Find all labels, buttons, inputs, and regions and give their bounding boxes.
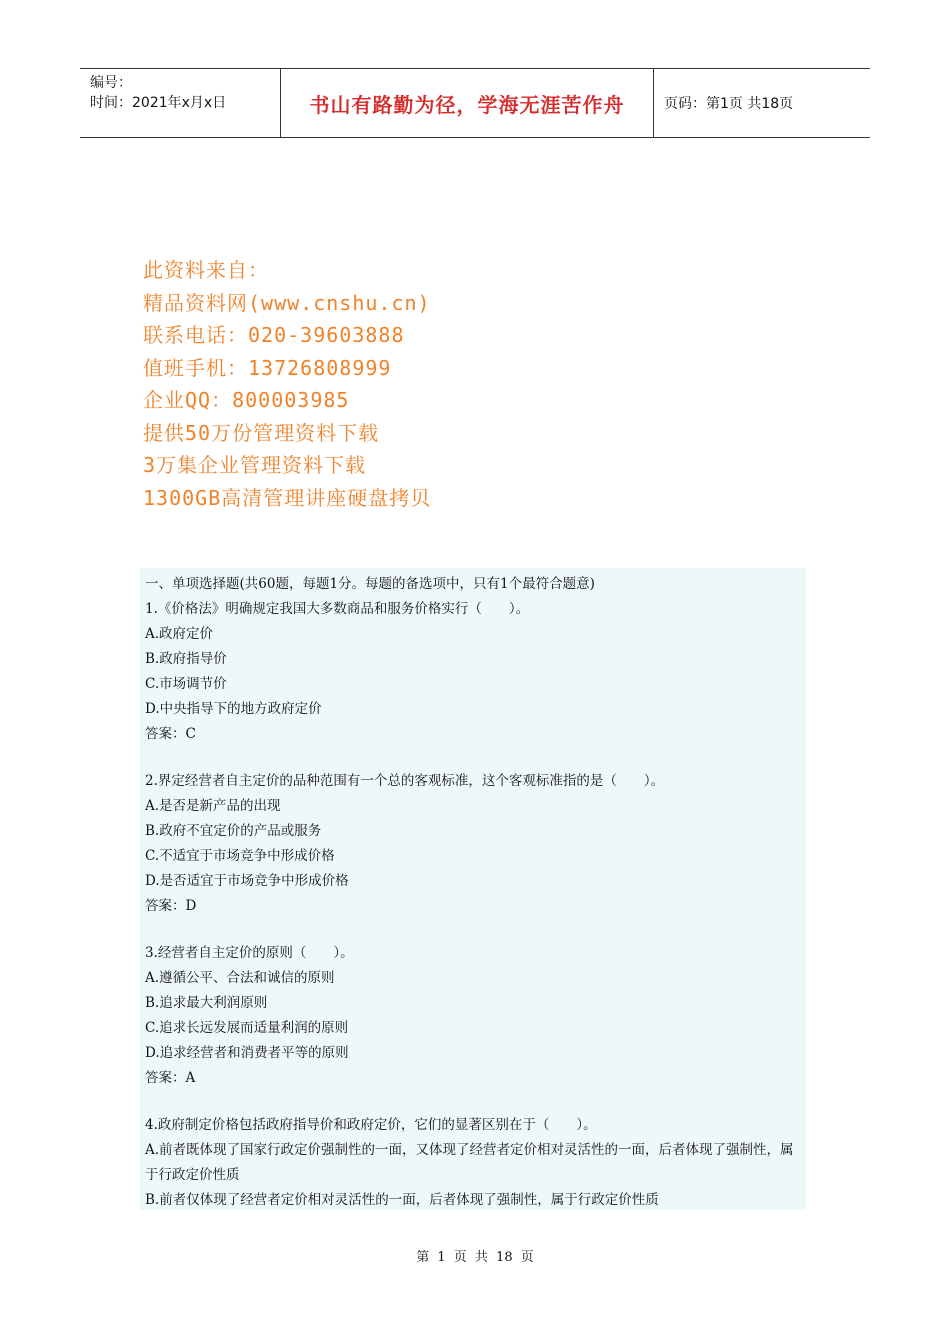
spacer <box>145 919 806 941</box>
page-header <box>80 68 870 138</box>
question-stem: 3.经营者自主定价的原则（ ）。 <box>145 945 354 961</box>
question-option: A.前者既体现了国家行政定价强制性的一面，又体现了经营者定价相对灵活性的一面，后者体现了强制性，属于行政定价性质 <box>145 1142 794 1183</box>
header-motto-cell <box>281 69 654 137</box>
question-content <box>140 568 806 1210</box>
page-info: 页码：第1页 共18页 <box>664 96 794 112</box>
question-option: D.中央指导下的地方政府定价 <box>145 701 322 717</box>
question-option: D.追求经营者和消费者平等的原则 <box>145 1045 349 1061</box>
promo-line: 值班手机：13726808999 <box>143 355 392 380</box>
question-stem: 1.《价格法》明确规定我国大多数商品和服务价格实行（ ）。 <box>145 601 530 617</box>
question-option: C.市场调节价 <box>145 676 227 692</box>
header-left-cell <box>80 69 281 137</box>
question-option: B.政府不宜定价的产品或服务 <box>145 823 322 839</box>
question-option: C.追求长远发展而适量利润的原则 <box>145 1020 349 1036</box>
promo-line: 联系电话：020-39603888 <box>143 323 405 347</box>
question-answer: 答案：C <box>145 726 196 742</box>
number-label: 编号： <box>90 75 132 91</box>
promo-line: 精品资料网(www.cnshu.cn) <box>143 290 431 315</box>
spacer <box>145 747 806 769</box>
question-stem: 2.界定经营者自主定价的品种范围有一个总的客观标准，这个客观标准指的是（ ）。 <box>145 773 665 789</box>
question-option: B.政府指导价 <box>145 651 227 667</box>
time-label: 时间：2021年x月x日 <box>90 95 227 111</box>
promo-block <box>143 254 431 514</box>
promo-line: 企业QQ：800003985 <box>143 388 350 412</box>
question-option: B.追求最大利润原则 <box>145 995 268 1011</box>
promo-line: 3万集企业管理资料下载 <box>143 453 367 477</box>
question-answer: 答案：A <box>145 1070 196 1086</box>
question-option: B.前者仅体现了经营者定价相对灵活性的一面，后者体现了强制性，属于行政定价性质 <box>145 1192 659 1208</box>
page-footer: 第 1 页 共 18 页 <box>416 1250 534 1265</box>
question-option: D.是否适宜于市场竞争中形成价格 <box>145 873 349 889</box>
question-option: A.政府定价 <box>145 626 214 642</box>
question-stem: 4.政府制定价格包括政府指导价和政府定价，它们的显著区别在于（ ）。 <box>145 1117 597 1133</box>
promo-line: 1300GB高清管理讲座硬盘拷贝 <box>143 485 432 510</box>
question-option: A.遵循公平、合法和诚信的原则 <box>145 970 335 986</box>
section-title: 一、单项选择题(共60题，每题1分。每题的备选项中，只有1个最符合题意) <box>145 576 595 592</box>
question-option: A.是否是新产品的出现 <box>145 798 281 814</box>
promo-line: 提供50万份管理资料下载 <box>143 420 380 445</box>
spacer <box>145 1091 806 1113</box>
question-answer: 答案：D <box>145 898 197 914</box>
question-option: C.不适宜于市场竞争中形成价格 <box>145 848 335 864</box>
motto: 书山有路勤为径，学海无涯苦作舟 <box>309 92 625 117</box>
promo-line: 此资料来自： <box>143 258 269 282</box>
header-page-cell <box>654 69 870 137</box>
